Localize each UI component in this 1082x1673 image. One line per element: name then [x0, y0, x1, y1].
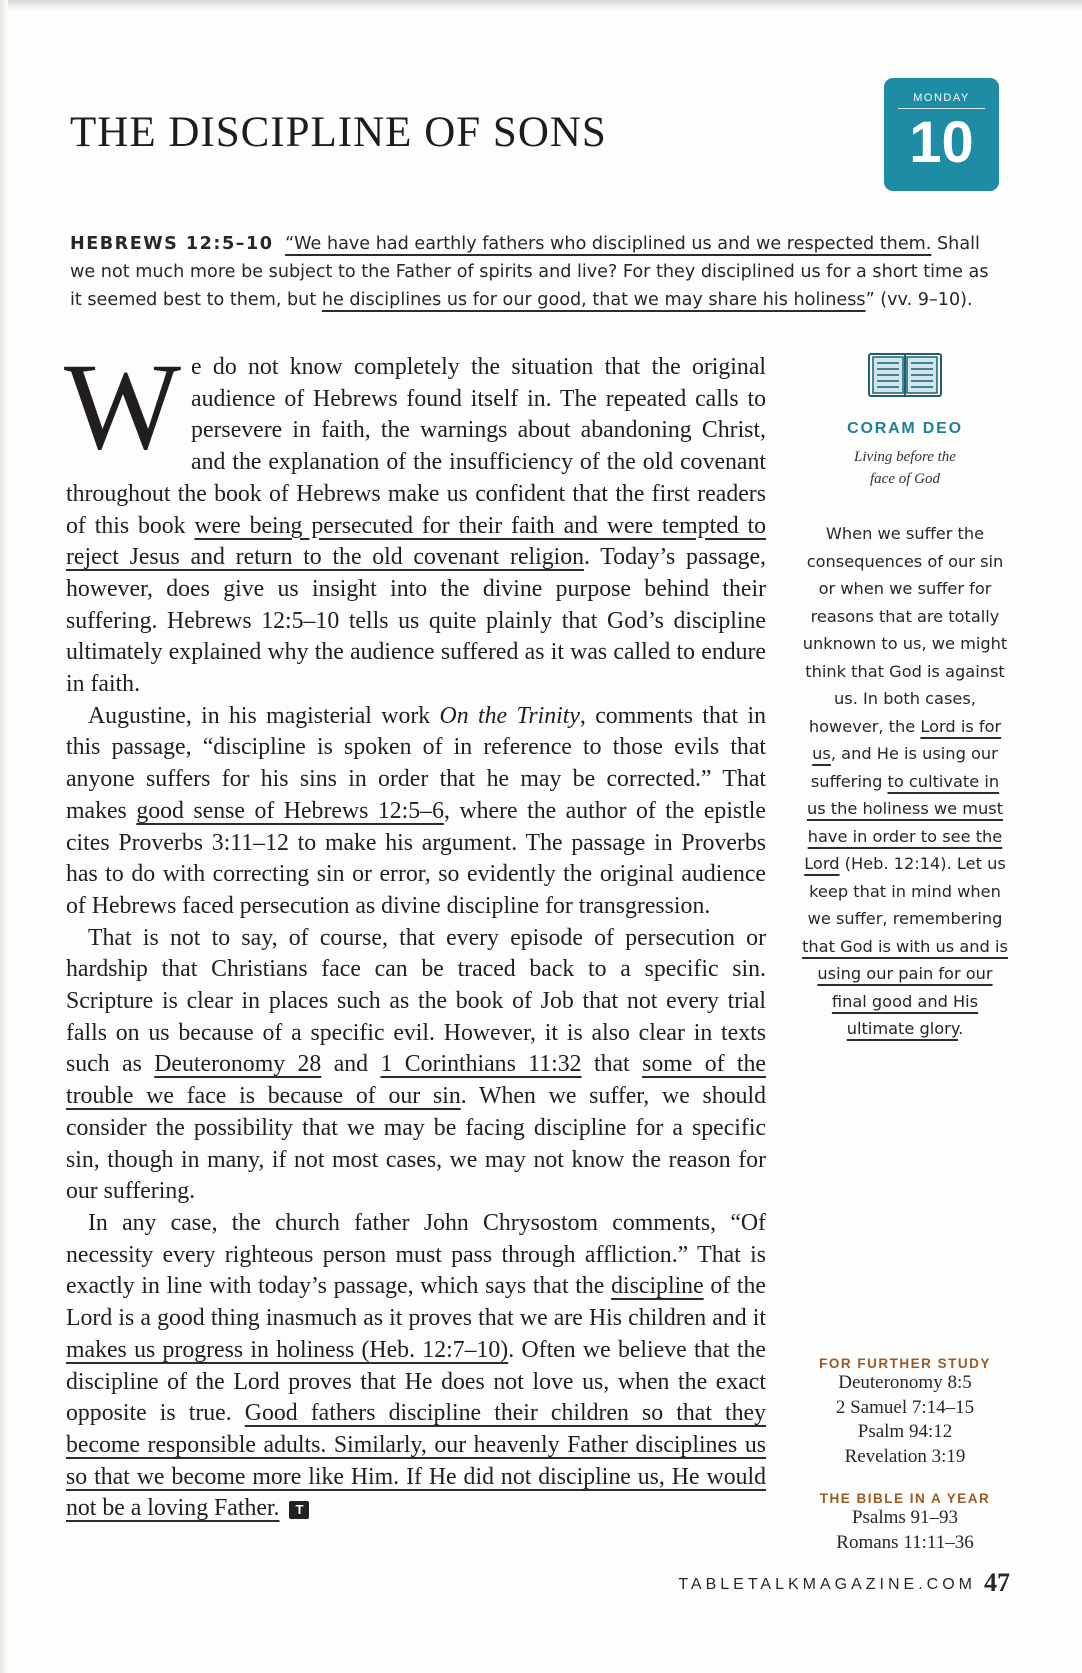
underlined-text: makes us progress in holiness (Heb. 12:7–10) [66, 1336, 509, 1363]
paragraph-1 [64, 338, 767, 701]
day-number: 10 [909, 110, 974, 175]
coram-deo-subtitle-line: Living before the [854, 449, 956, 465]
scripture-verse-ref: ” (vv. 9–10). [865, 290, 973, 310]
coram-deo-sidebar [800, 352, 1010, 1043]
bible-in-a-year-title: THE BIBLE IN A YEAR [819, 1491, 991, 1506]
scripture-quote-underlined-1: “We have had earthly fathers who disciplined us and we respected them. [285, 234, 932, 254]
drop-cap: W [64, 338, 182, 475]
further-study-section [800, 1356, 1010, 1555]
page-title: THE DISCIPLINE OF SONS [70, 109, 607, 156]
underlined-text: Deuteronomy 28 [154, 1051, 322, 1078]
further-study-item: Deuteronomy 8:5 [838, 1372, 972, 1393]
scripture-reference: HEBREWS 12:5–10 [70, 234, 274, 254]
underlined-text: that God is with us and is using our pain for our final good and His ultimate glory [802, 936, 1008, 1038]
paragraph-text: , where the author of the epistle cites Proverbs 3:11–12 to make his argument. The passage in Proverbs has to do with correcting sin or error, so evidently the original audience of Hebrews faced persecution as divine discipline for transgression. [66, 797, 766, 919]
paragraph-4 [66, 1208, 766, 1525]
scripture-passage [70, 230, 1000, 314]
further-study-title: FOR FURTHER STUDY [819, 1356, 991, 1371]
coram-text: When we suffer the consequences of our sin or when we suffer for reasons that are totally unknown to us, we might think that God is against us. In both cases, however, the [802, 524, 1008, 736]
paragraph-text: In any case, the church father John Chrysostom comments, “Of necessity every righteous person must pass through affliction.” That is exactly in line with today’s passage, which says that the [66, 1209, 766, 1300]
paragraph-text: . Often we believe that the discipline of the Lord proves that He does not love us, when the exact opposite is true. [66, 1336, 766, 1427]
coram-text: , and He is using our suffering [810, 744, 998, 791]
open-bible-icon [868, 352, 942, 398]
bible-in-a-year-item: Romans 11:11–36 [836, 1531, 974, 1553]
underlined-text: discipline [611, 1273, 704, 1300]
day-of-week: MONDAY [898, 92, 985, 109]
article-body [64, 338, 767, 1525]
paragraph-text: e do not know completely the situation that the original audience of Hebrews found itself in. The repeated calls to persevere in faith, the warnings about abandoning Christ, and the explanation of the insufficiency of the old covenant throughout the book of Hebrews make us confident that the first readers of this book [66, 354, 766, 539]
paragraph-text: of the Lord is a good thing inasmuch as it proves that we are His children and it [66, 1273, 766, 1332]
paragraph-text: That is not to say, of course, that every episode of persecution or hardship that Christians face can be traced back to a specific sin. Scripture is clear in places such as the book of Job that not every trial falls on us because of a specific evil. However, it is also clear in texts such as [66, 924, 766, 1078]
underlined-text: Lord is for us [812, 716, 1002, 763]
bible-in-a-year-section [800, 1491, 1010, 1555]
date-badge [884, 78, 999, 191]
paragraph-text: . When we suffer, we should consider the possibility that we may be facing discipline for a specific sin, though in many, if not most cases, we may not know the reason for our suffering. [66, 1083, 767, 1205]
paragraph-text: . Today’s passage, however, does give us insight into the divine purpose behind their suffering. Hebrews 12:5–10 tells us quite plainly that God’s discipline ultimately explained why the audience suffered as it was called to endure in faith. [66, 544, 766, 698]
tabletalk-end-mark-icon: T [289, 1501, 309, 1519]
book-title: On the Trinity [439, 702, 580, 729]
paragraph-text: , comments that in this passage, “discipline is spoken of in reference to those evils that anyone suffers for his sins in order that he may be corrected.” That makes [66, 702, 766, 824]
underlined-text: 1 Corinthians 11:32 [380, 1051, 582, 1078]
scripture-quote-text: Shall we not much more be subject to the Father of spirits and live? For they disciplined us for a short time as it seemed best to them, but [70, 234, 989, 310]
coram-deo-subtitle-line: face of God [870, 471, 940, 487]
underlined-text: Good fathers discipline their children so that they become responsible adults. Similarly, our heavenly Father disciplines us so that we become more like Him. If He did not discipline us, He would not be a loving Father. [66, 1400, 767, 1522]
page-number: 47 [984, 1568, 1010, 1597]
bible-in-a-year-item: Psalms 91–93 [851, 1507, 959, 1528]
page-top-edge [0, 0, 1082, 10]
paragraph-text: that [581, 1051, 643, 1078]
underlined-text: to cultivate in us the holiness we must have in order to see the Lord [804, 771, 1004, 873]
coram-deo-title: CORAM DEO [847, 420, 963, 437]
further-study-item: 2 Samuel 7:14–15 [835, 1396, 975, 1418]
footer-site-url: TABLETALKMAGAZINE.COM [678, 1576, 976, 1593]
coram-deo-subtitle [800, 446, 1010, 490]
paragraph-text: Augustine, in his magisterial work [88, 702, 440, 729]
coram-deo-body [800, 520, 1010, 1043]
further-study-item: Revelation 3:19 [844, 1445, 966, 1467]
underlined-text: some of the trouble we face is because of our sin [66, 1051, 766, 1110]
further-study-item: Psalm 94:12 [857, 1421, 953, 1442]
paragraph-3 [66, 923, 766, 1208]
underlined-text: were being persecuted for their faith and were tempted to reject Jesus and return to the old covenant religion [66, 512, 767, 571]
paragraph-2 [66, 701, 766, 923]
paragraph-text: and [321, 1051, 381, 1078]
coram-text: (Heb. 12:14). Let us keep that in mind when we suffer, remembering [807, 854, 1006, 928]
scripture-quote-underlined-2: he disciplines us for our good, that we may share his holiness [321, 290, 866, 310]
coram-text: . [958, 1019, 964, 1038]
page-footer [678, 1568, 1010, 1598]
page-left-edge [0, 0, 8, 1673]
underlined-text: good sense of Hebrews 12:5–6 [136, 797, 444, 824]
